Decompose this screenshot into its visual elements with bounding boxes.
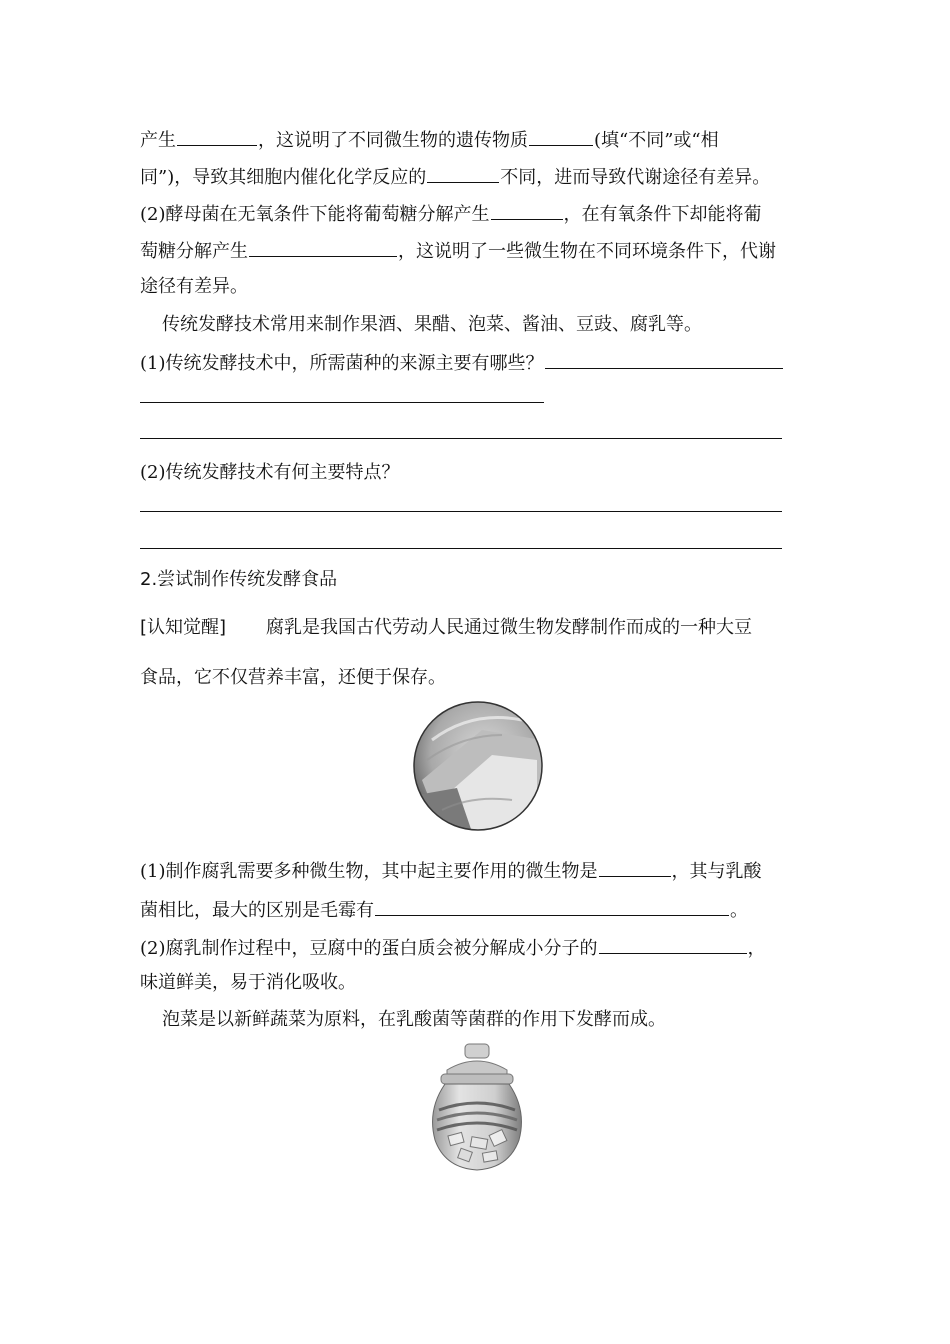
intro-paragraph: 传统发酵技术常用来制作果酒、果醋、泡菜、酱油、豆豉、腐乳等。 bbox=[162, 314, 702, 335]
answer-blank[interactable] bbox=[375, 897, 729, 916]
fermented-tofu-photo bbox=[412, 700, 544, 832]
text-line: 味道鲜美，易于消化吸收。 bbox=[140, 972, 356, 993]
text-line: (2)腐乳制作过程中，豆腐中的蛋白质会被分解成小分子的 ， bbox=[140, 935, 766, 961]
text-line: (2)酵母菌在无氧条件下能将葡萄糖分解产生 ，在有氧条件下却能将葡 bbox=[140, 201, 762, 227]
cognition-label: [认知觉醒] bbox=[140, 617, 227, 638]
text-line: 菌相比，最大的区别是毛霉有 。 bbox=[140, 897, 748, 923]
text-line: 萄糖分解产生 ，这说明了一些微生物在不同环境条件下，代谢 bbox=[140, 238, 776, 264]
pickle-intro: 泡菜是以新鲜蔬菜为原料，在乳酸菌等菌群的作用下发酵而成。 bbox=[162, 1009, 666, 1030]
text-line: 产生 ，这说明了不同微生物的遗传物质 (填“不同”或“相 bbox=[140, 127, 719, 153]
question-1: (1)传统发酵技术中，所需菌种的来源主要有哪些？ bbox=[140, 350, 784, 376]
answer-line[interactable] bbox=[140, 402, 544, 403]
answer-blank[interactable] bbox=[427, 164, 499, 183]
text-line: 途径有差异。 bbox=[140, 276, 248, 297]
answer-line[interactable] bbox=[140, 511, 782, 512]
answer-blank[interactable] bbox=[491, 201, 563, 220]
question-2: (2)传统发酵技术有何主要特点？ bbox=[140, 462, 400, 483]
answer-blank[interactable] bbox=[177, 127, 257, 146]
text-line: (1)制作腐乳需要多种微生物，其中起主要作用的微生物是 ，其与乳酸 bbox=[140, 858, 762, 884]
cognition-paragraph-line1: [认知觉醒] 腐乳是我国古代劳动人民通过微生物发酵制作而成的一种大豆 bbox=[140, 617, 753, 638]
answer-blank[interactable] bbox=[545, 350, 783, 369]
answer-blank[interactable] bbox=[529, 127, 593, 146]
section-heading: 2.尝试制作传统发酵食品 bbox=[140, 569, 338, 590]
pickle-jar-photo bbox=[425, 1040, 529, 1174]
text-line: 同”)，导致其细胞内催化化学反应的 不同，进而导致代谢途径有差异。 bbox=[140, 164, 770, 190]
cognition-paragraph-line2: 食品，它不仅营养丰富，还便于保存。 bbox=[140, 667, 446, 688]
answer-blank[interactable] bbox=[599, 858, 671, 877]
answer-line[interactable] bbox=[140, 548, 782, 549]
answer-blank[interactable] bbox=[249, 238, 397, 257]
answer-blank[interactable] bbox=[599, 935, 747, 954]
answer-line[interactable] bbox=[140, 438, 782, 439]
